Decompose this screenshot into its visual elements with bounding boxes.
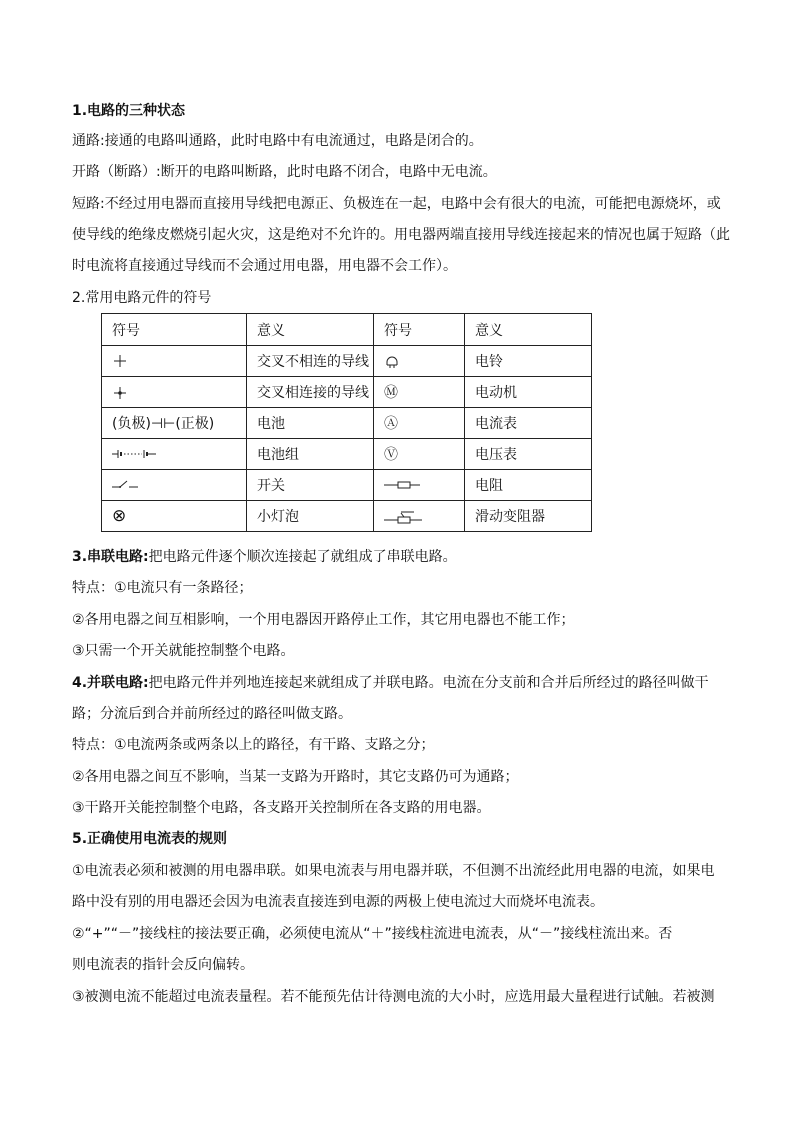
table-row (102, 501, 592, 532)
meaning-cell: 开关 (247, 470, 374, 501)
section-4-title: 4.并联电路: (72, 675, 149, 691)
table-header-row (102, 314, 592, 346)
symbol-cell: Ⓐ (374, 408, 465, 439)
resistor-icon (384, 479, 420, 491)
meaning-cell: 滑动变阻器 (465, 501, 592, 532)
meaning-cell: 电池 (247, 408, 374, 439)
section-1-line: 开路（断路）:断开的电路叫断路，此时电路不闭合，电路中无电流。 (72, 164, 497, 180)
meaning-cell: 电铃 (465, 346, 592, 377)
section-3-title: 3.串联电路: (72, 549, 149, 565)
section-3-definition: 把电路元件逐个顺次连接起了就组成了串联电路。 (148, 549, 457, 565)
section-5-heading: 5.正确使用电流表的规则 (72, 831, 228, 847)
symbol-cell (102, 470, 247, 501)
section-3-line: ③只需一个开关就能控制整个电路。 (72, 643, 295, 659)
meaning-cell: 交叉不相连的导线 (247, 346, 374, 377)
section-3-line: 特点：①电流只有一条路径； (72, 580, 253, 596)
crossing-wires-icon (112, 353, 128, 369)
rheostat-icon (384, 508, 422, 524)
table-row (102, 439, 592, 470)
header-cell: 意义 (465, 314, 592, 346)
symbol-cell (374, 501, 465, 532)
table-row (102, 470, 592, 501)
symbol-cell (374, 470, 465, 501)
symbol-table (101, 313, 592, 532)
battery-pack-icon (112, 447, 156, 461)
switch-icon (112, 478, 138, 492)
table-row (102, 377, 592, 408)
meaning-cell: 电动机 (465, 377, 592, 408)
bell-icon (384, 353, 400, 369)
symbol-cell (102, 346, 247, 377)
symbol-cell: (负极)⊣⊢(正极) (102, 408, 247, 439)
meaning-cell: 小灯泡 (247, 501, 374, 532)
meaning-cell: 交叉相连接的导线 (247, 377, 374, 408)
section-2-heading: 2.常用电路元件的符号 (72, 290, 212, 306)
header-cell: 符号 (374, 314, 465, 346)
section-4-line: 特点：①电流两条或两条以上的路径，有干路、支路之分； (72, 737, 435, 753)
section-1-heading: 1.电路的三种状态 (72, 103, 186, 119)
table-row (102, 408, 592, 439)
section-5-line: ①电流表必须和被测的用电器串联。如果电流表与用电器并联，不但测不出流经此用电器的电流，如果电 (72, 863, 715, 879)
section-4-line: ②各用电器之间互不影响，当某一支路为开路时，其它支路仍可为通路； (72, 769, 519, 785)
meaning-cell: 电流表 (465, 408, 592, 439)
section-5-line: 则电流表的指针会反向偏转。 (72, 957, 254, 973)
connected-wires-icon (112, 384, 128, 400)
symbol-cell: ⊗ (102, 501, 247, 532)
section-4-line: 路；分流后到合并前所经过的路径叫做支路。 (72, 706, 352, 722)
section-3-heading (72, 547, 727, 567)
section-4-line: ③干路开关能控制整个电路，各支路开关控制所在各支路的用电器。 (72, 800, 491, 816)
section-1-line: 使导线的绝缘皮燃烧引起火灾，这是绝对不允许的。用电器两端直接用导线连接起来的情况也属于短路（此 (72, 227, 730, 243)
section-3-line: ②各用电器之间互相影响，一个用电器因开路停止工作，其它用电器也不能工作； (72, 612, 575, 628)
section-4-definition: 把电路元件并列地连接起来就组成了并联电路。电流在分支前和合并后所经过的路径叫做干 (148, 675, 709, 691)
meaning-cell: 电阻 (465, 470, 592, 501)
symbol-cell: Ⓜ (374, 377, 465, 408)
section-1-line: 时电流将直接通过导线而不会通过用电器，用电器不会工作）。 (72, 258, 457, 274)
header-cell: 符号 (102, 314, 247, 346)
symbol-cell (102, 377, 247, 408)
meaning-cell: 电池组 (247, 439, 374, 470)
section-1-line: 短路:不经过用电器而直接用导线把电源正、负极连在一起，电路中会有很大的电流，可能把电源烧坏，或 (72, 196, 721, 212)
section-1-line: 通路:接通的电路叫通路，此时电路中有电流通过，电路是闭合的。 (72, 133, 483, 149)
section-5-line: ③被测电流不能超过电流表量程。若不能预先估计待测电流的大小时，应选用最大量程进行试触。若被测 (72, 989, 715, 1005)
meaning-cell: 电压表 (465, 439, 592, 470)
symbol-cell (102, 439, 247, 470)
table-row (102, 346, 592, 377)
symbol-cell: Ⓥ (374, 439, 465, 470)
section-4-heading (72, 673, 727, 693)
header-cell: 意义 (247, 314, 374, 346)
section-5-line: 路中没有别的用电器还会因为电流表直接连到电源的两极上使电流过大而烧坏电流表。 (72, 894, 604, 910)
section-5-line: ②“+”“－”接线柱的接法要正确，必须使电流从“＋”接线柱流进电流表，从“－”接线柱流出来。否 (72, 926, 673, 942)
symbol-cell (374, 346, 465, 377)
